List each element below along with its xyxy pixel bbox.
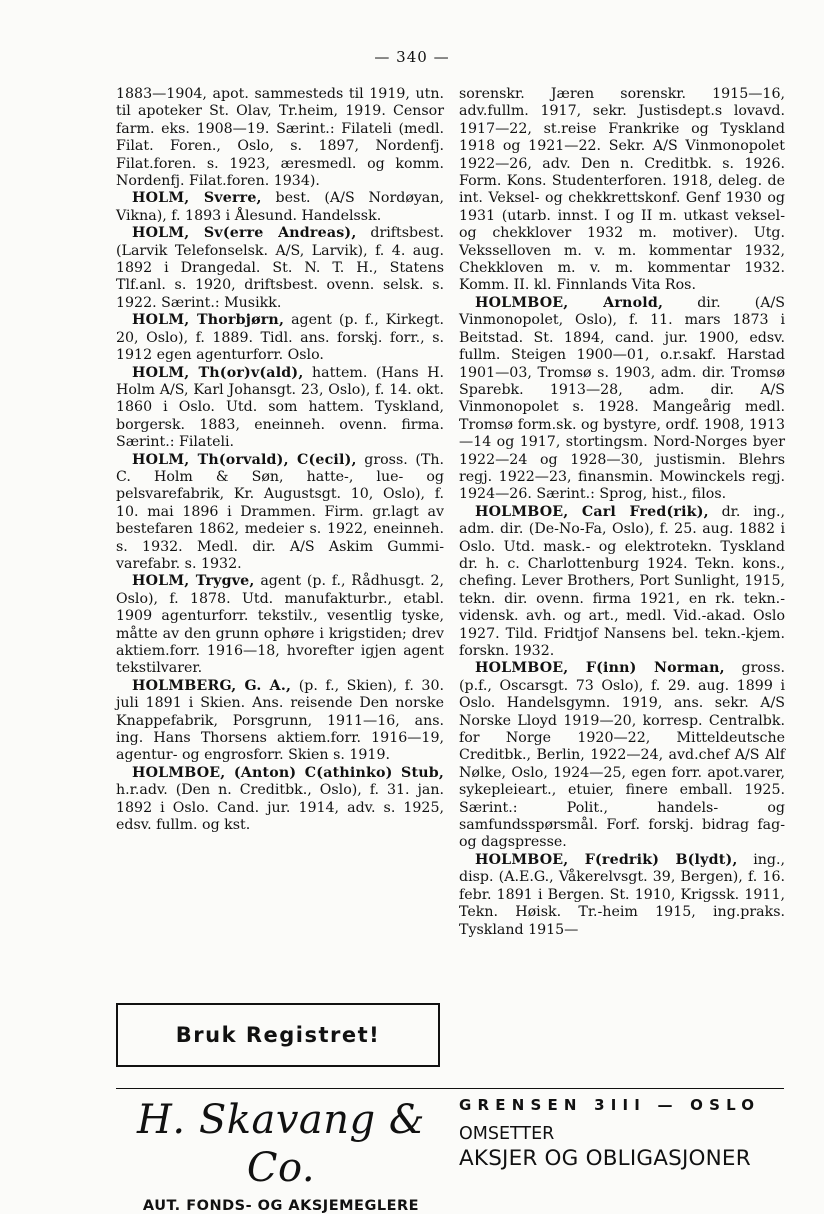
ad-tagline-1: OMSETTER <box>459 1124 555 1144</box>
advertisement-divider <box>116 1088 784 1089</box>
page-number: — 340 — <box>374 48 450 66</box>
entry-name: HOLMBOE, F(inn) Norman, <box>475 660 725 677</box>
entry-name: HOLMBOE, F(redrik) B(lydt), <box>475 851 738 868</box>
entry-name: HOLMBOE, Arnold, <box>475 294 664 311</box>
entry-holm-thorvald-cecil: HOLM, Th(orvald), C(ecil), gross. (Th. C. Holm & Søn, hatte-, lue- og pelsvarefabrik, Kr. Augustsgt. 10, Oslo), f. 10. mai 1896 i Drammen. Firm. gr.lagt av bestefaren 1862, medeier s. 1922, eneinneh. s. 1932. Medl. dir. A/S Askim Gummi- varefabr. s. 1932. <box>116 451 444 572</box>
entry-name: HOLMBERG, G. A., <box>132 677 292 694</box>
entry-name: HOLM, Sverre, <box>132 190 262 207</box>
entry-name: HOLM, Sv(erre Andreas), <box>132 225 357 242</box>
firm-subtitle: AUT. FONDS- OG AKSJEMEGLERE <box>142 1198 420 1214</box>
entry-holmboe-arnold: HOLMBOE, Arnold, dir. (A/S Vinmonopolet, Oslo), f. 11. mars 1873 i Beitstad. St. 1894, cand. jur. 1900, edsv. fullm. Steigen 1900—01, o.r.sakf. Harstad 1901—03, Tromsø s. 1903, adm. dir. Tromsø Sparebk. 1913—28, adm. dir. A/S Vinmonopolet s. 1928. Mangeårig medl. Tromsø form.sk. og bystyre, ordf. 1908, 1913—14 og 1917, stortingsm. Nord-Norges byer 1922—24 og 1928—30, justismin. Blehrs regj. 1922—23, finansmin. Mowinckels regj. 1924—26. Særint.: Sprog, hist., filos. <box>459 294 785 503</box>
entry-holm-sverre: HOLM, Sverre, best. (A/S Nordøyan, Vikna), f. 1893 i Ålesund. Handelssk. <box>116 190 444 224</box>
entry-name: HOLM, Th(or)v(ald), <box>132 364 304 381</box>
entry-continued: sorenskr. Jæren sorenskr. 1915—16, adv.fullm. 1917, sekr. Justisdept.s lovavd. 1917—22, st.reise Frankrike og Tyskland 1918 og 1921—22. Sekr. A/S Vinmonopolet 1922—26, adv. Den n. Creditbk. s. 1926. Form. Kons. Studenterforen. 1918, deleg. de int. Veksel- og chekkrettskonf. Genf 1930 og 1931 (utarb. innst. I og II m. utkast veksel- og chekklover 1932 m. motiver). Utg. Veksselloven m. v. m. kommentar 1932, Chekkloven m. v. m. kommentar 1932. Komm. II. kl. Finnlands Vita Ros. <box>459 86 785 294</box>
left-column <box>116 86 444 834</box>
entry-name: HOLM, Trygve, <box>132 573 255 590</box>
firm-address: GRENSEN 3III — OSLO <box>459 1096 761 1114</box>
entry-continued: 1883—1904, apot. sammesteds til 1919, utn. til apoteker St. Olav, Tr.heim, 1919. Censor farm. eks. 1908—19. Særint.: Filateli (medl. Filat. Foren., Oslo, s. 1897, Nordenfj. Filat.foren. s. 1923, æresmedl. og komm. Nordenfj. Filat.foren. 1934). <box>116 86 444 190</box>
entry-holm-sverre-andreas: HOLM, Sv(erre Andreas), driftsbest. (Larvik Telefonselsk. A/S, Larvik), f. 4. aug. 1892 i Drangedal. St. N. T. H., Statens Tlf.anl. s. 1920, driftsbest. ovenn. selsk. s. 1922. Særint.: Musikk. <box>116 225 444 311</box>
entry-name: HOLM, Thorbjørn, <box>132 312 285 329</box>
firm-logo-text: H. Skavang & Co. <box>137 1097 425 1191</box>
advertisement-firm-block <box>116 1096 446 1214</box>
entry-holm-trygve: HOLM, Trygve, agent (p. f., Rådhusgt. 2, Oslo), f. 1878. Utd. manufakturbr., etabl. 1909 agenturforr. tekstilv., vesentlig tyske, måtte av den grunn ophøre i krigstiden; drev aktiem.forr. 1916—18, hvorefter igjen agent tekstilvarer. <box>116 573 445 677</box>
register-notice: Bruk Registret! <box>175 1023 381 1047</box>
advertisement-address-block <box>459 1096 785 1171</box>
entry-holmboe-anton: HOLMBOE, (Anton) C(athinko) Stub, h.r.adv. (Den n. Creditbk., Oslo), f. 31. jan. 1892 i Oslo. Cand. jur. 1914, adv. s. 1925, edsv. fullm. og kst. <box>116 764 444 834</box>
entry-holm-thorvald: HOLM, Th(or)v(ald), hattem. (Hans H. Holm A/S, Karl Johansgt. 23, Oslo), f. 14. okt. 1860 i Oslo. Utd. som hattem. Tyskland, borgersk. 1883, eneinneh. ovenn. firma. Særint.: Filateli. <box>116 364 444 451</box>
entry-holmboe-fredrik-blydt: HOLMBOE, F(redrik) B(lydt), ing., disp. (A.E.G., Våkerelvsgt. 39, Bergen), f. 16. febr. 1891 i Bergen. St. 1910, Krigssk. 1911, Tekn. Høisk. Tr.-heim 1915, ing.praks. Tyskland 1915— <box>459 851 785 938</box>
entry-name: HOLM, Th(orvald), C(ecil), <box>132 451 357 468</box>
right-column <box>459 86 785 939</box>
entry-holmberg-g-a: HOLMBERG, G. A., (p. f., Skien), f. 30. juli 1891 i Skien. Ans. reisende Den norske Knappefabrik, Porsgrunn, 1911—16, ans. ing. Hans Thorsens aktiem.forr. 1916—19, agentur- og engrosforr. Skien s. 1919. <box>116 677 444 764</box>
ad-tagline-2: AKSJER OG OBLIGASJONER <box>459 1146 751 1171</box>
entry-name: HOLMBOE, Carl Fred(rik), <box>475 503 709 520</box>
entry-holm-thorbjorn: HOLM, Thorbjørn, agent (p. f., Kirkegt. 20, Oslo), f. 1889. Tidl. ans. forskj. forr., s. 1912 egen agenturforr. Oslo. <box>116 312 444 364</box>
entry-holmboe-finn-norman: HOLMBOE, F(inn) Norman, gross. (p.f., Oscarsgt. 73 Oslo), f. 29. aug. 1899 i Oslo. Handelsgymn. 1919, ans. sekr. A/S Norske Lloyd 1919—20, korresp. Centralbk. for Norge 1920—22, Mitteldeutsche Creditbk., Berlin, 1922—24, avd.chef A/S Alf Nølke, Oslo, 1924—25, egen forr. apot.varer, sykepleieart., etuier, finere emball. 1925. Særint.: Polit., handels- og samfundsspørsmål. Forf. forskj. bidrag fag- og dagspresse. <box>459 660 785 851</box>
entry-holmboe-carl-fredrik: HOLMBOE, Carl Fred(rik), dr. ing., adm. dir. (De-No-Fa, Oslo), f. 25. aug. 1882 i Oslo. Utd. mask.- og elektrotekn. Tyskland dr. h. c. Charlottenburg 1924. Tekn. kons., chefing. Lever Brothers, Port Sunlight, 1915, tekn. dir. ovenn. firma 1921, en rk. tekn.-vidensk. avh. og art., medl. Vid.-akad. Oslo 1927. Tild. Fridtjof Nansens bel. tekn.-kjem. forskn. 1932. <box>459 503 785 659</box>
register-box <box>116 1003 440 1067</box>
entry-name: HOLMBOE, (Anton) C(athinko) Stub, <box>132 764 444 781</box>
